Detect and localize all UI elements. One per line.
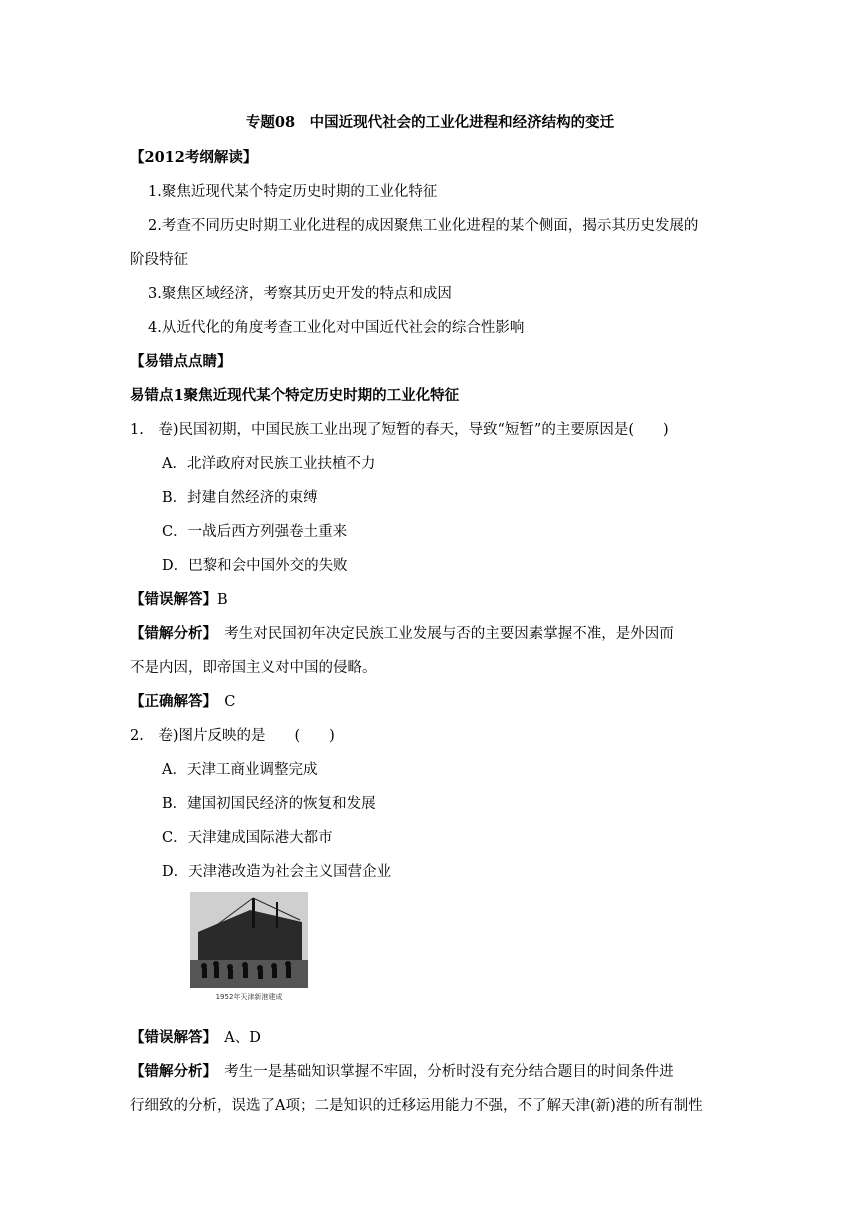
- question-1-stem: 1. 卷)民国初期，中国民族工业出现了短暂的春天，导致“短暂”的主要原因是( ): [130, 422, 669, 438]
- question-1-wrong-answer: [130, 590, 228, 610]
- analysis-text: 考生一是基础知识掌握不牢固，分析时没有充分结合题目的时间条件进: [209, 1064, 674, 1080]
- question-2-wrong-answer: [130, 1028, 261, 1048]
- photo-caption: 1952年天津新港建成: [215, 993, 283, 1001]
- question-1-option-a: A．北洋政府对民族工业扶植不力: [162, 456, 376, 472]
- section-header-syllabus: 【2012考纲解读】: [130, 149, 258, 166]
- wrong-answer-value: A、D: [209, 1030, 261, 1046]
- question-2-analysis-cont: 行细致的分析，误选了A项；二是知识的迁移运用能力不强，不了解天津(新)港的所有制性: [130, 1098, 703, 1114]
- question-1-analysis: [130, 624, 674, 644]
- error-point-1-title: 易错点1聚焦近现代某个特定历史时期的工业化特征: [130, 387, 460, 404]
- syllabus-item-2: 2.考查不同历史时期工业化进程的成因聚焦工业化进程的某个侧面，揭示其历史发展的: [148, 218, 699, 234]
- question-2-option-b: B．建国初国民经济的恢复和发展: [162, 796, 376, 812]
- question-1-correct-answer: [130, 692, 235, 712]
- wrong-answer-value: B: [217, 592, 228, 608]
- harbor-photo-figure: [190, 892, 308, 1010]
- question-2-option-c: C．天津建成国际港大都市: [162, 830, 333, 846]
- syllabus-item-1: 1.聚焦近现代某个特定历史时期的工业化特征: [148, 184, 438, 200]
- question-1-option-b: B．封建自然经济的束缚: [162, 490, 318, 506]
- question-2-analysis: [130, 1062, 674, 1082]
- question-2-option-d: D．天津港改造为社会主义国营企业: [162, 864, 392, 880]
- question-1-option-c: C．一战后西方列强卷土重来: [162, 524, 348, 540]
- correct-answer-value: C: [209, 694, 236, 710]
- syllabus-item-3: 3.聚焦区域经济，考察其历史开发的特点和成因: [148, 286, 452, 302]
- question-1-analysis-cont: 不是内因，即帝国主义对中国的侵略。: [130, 660, 377, 676]
- syllabus-item-2-cont: 阶段特征: [130, 252, 188, 268]
- question-1-option-d: D．巴黎和会中国外交的失败: [162, 558, 348, 574]
- wrong-answer-label: 【错误解答】: [130, 1029, 210, 1046]
- document-title: 专题08 中国近现代社会的工业化进程和经济结构的变迁: [245, 114, 615, 131]
- syllabus-item-4: 4.从近代化的角度考查工业化对中国近代社会的综合性影响: [148, 320, 525, 336]
- wrong-answer-label: 【错误解答】: [130, 591, 217, 608]
- question-2-option-a: A．天津工商业调整完成: [162, 762, 318, 778]
- harbor-photo: [190, 892, 308, 988]
- question-2-stem: 2. 卷)图片反映的是 ( ): [130, 728, 335, 744]
- analysis-label: 【错解分析】: [130, 625, 210, 642]
- analysis-text: 考生对民国初年决定民族工业发展与否的主要因素掌握不准，是外因而: [209, 626, 674, 642]
- analysis-label: 【错解分析】: [130, 1063, 210, 1080]
- section-header-errors: 【易错点点睛】: [130, 353, 232, 370]
- correct-answer-label: 【正确解答】: [130, 693, 210, 710]
